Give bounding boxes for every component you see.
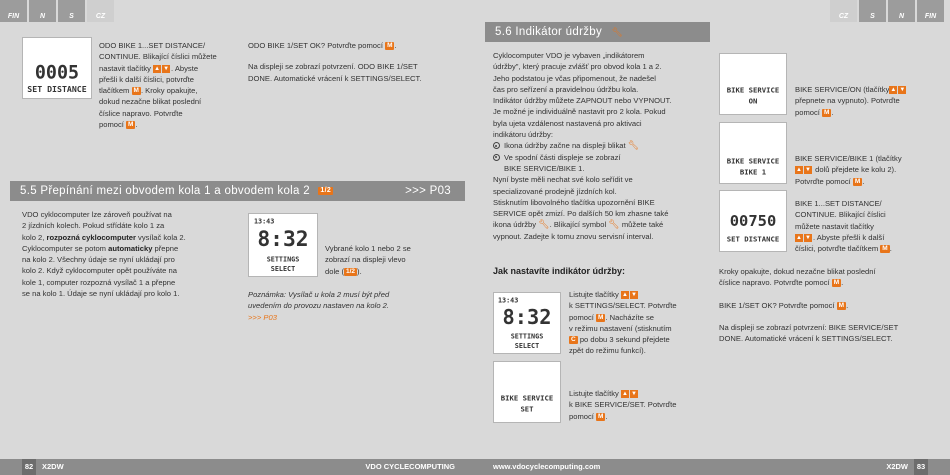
section-header-5-6	[485, 22, 710, 42]
m-button-icon: M	[598, 412, 604, 420]
up-button-icon: ▲	[621, 391, 628, 397]
wrench-icon: 🔧︎	[608, 219, 620, 230]
model-name: X2DW	[886, 462, 908, 471]
model-name: X2DW	[42, 462, 64, 471]
down-button-icon: ▼	[163, 65, 170, 72]
wrench-icon: 🔧︎	[538, 219, 550, 230]
lang-tab-n[interactable]: N	[888, 0, 915, 22]
lcd-digits: 00750	[729, 211, 777, 230]
confirm-text: ODO BIKE 1/SET OK? Potvrďte pomocí M . Na displeji se zobrazí potvrzení. ODO BIKE 1/SET DONE. Automatické vrácení k SETTINGS/SELECT.	[248, 41, 422, 83]
m-button-icon: M	[854, 177, 861, 185]
up-button-icon: ▲	[154, 65, 161, 72]
down-button-icon: ▼	[630, 391, 637, 397]
lang-tab-cz[interactable]: CZ	[830, 0, 857, 22]
m-button-icon: M	[128, 121, 134, 129]
lang-tab-s[interactable]: S	[58, 0, 85, 22]
website-link[interactable]: www.vdocyclecomputing.com	[493, 462, 601, 471]
language-tabs	[830, 0, 950, 22]
lcd-display-set-distance	[719, 190, 787, 252]
down-button-icon: ▼	[630, 292, 637, 298]
m-button-icon: M	[387, 42, 393, 49]
right-footer	[475, 459, 950, 475]
lcd-label: SET DISTANCE	[27, 84, 87, 95]
language-tabs	[0, 0, 118, 22]
right-page	[475, 0, 950, 475]
page-number: 83	[914, 459, 928, 475]
bike-badge: 1/2	[320, 186, 332, 194]
up-button-icon: ▲	[796, 234, 802, 241]
note-ref-link[interactable]: >>> P03	[248, 312, 277, 322]
wrench-icon: 🔧︎	[627, 140, 640, 151]
step-3-text: BIKE SERVICE/ON (tlačítky▲ ▼ přepnete na vypnuto). Potvrďte pomocí M .	[795, 85, 906, 117]
section-5-6-intro: Cyklocomputer VDO je vybaven „indikátorem údržby", který pracuje zvlášť pro obvod kola 1 a 2. Jeho podstatou je včas připomenout, že nadešel čas pro seřízení a pravidelnou údržbu kola. Indikátor údržby můžete ZAPNOUT nebo VYPNOUT. Je možné je individuálně nastavit pro 2 kola. Pokud byla ujeta vzdálenost nastavená pro aktivaci indikátoru údržby: Ikona údržby začne na displeji blikat 🔧︎ Ve spodní části displeje se zobrazí BIKE SERVICE/BIKE 1. Nyní byste měli nechat své kolo seřídit ve specializované prodejně jízdních kol. Stisknutím libovolného tlačítka upozornění BIKE SERVICE opět zmizí. Po dalších 50 km zhasne také ikona údržby 🔧︎. Blikající symbol 🔧︎ můžete také vypnout. Zadejte k tomu znovu servisní interval.	[493, 50, 705, 242]
left-footer	[0, 459, 475, 475]
lcd-digits: 0005	[34, 62, 80, 84]
lcd-big-digits: 8:32	[502, 304, 552, 329]
lcd-bottom-1: BIKE SERVICE	[726, 156, 780, 166]
lcd-bottom-2: BIKE 1	[739, 167, 767, 177]
bullet-icon	[493, 154, 500, 161]
note-text: Poznámka: Vysílač u kola 2 musí být před uvedením do provozu nastaven na kolo 2. >>> P03	[248, 289, 468, 323]
lang-tab-n[interactable]: N	[29, 0, 56, 22]
brand-name: VDO CYCLECOMPUTING	[365, 462, 455, 471]
down-button-icon: ▼	[805, 234, 811, 241]
lcd-time: 13:43	[497, 296, 519, 305]
howto-heading: Jak nastavíte indikátor údržby:	[493, 266, 626, 276]
bullet-icon	[493, 142, 500, 149]
lcd-bottom-2: ON	[748, 96, 758, 106]
lcd-label: SET DISTANCE	[726, 234, 780, 244]
m-button-icon: M	[824, 108, 830, 116]
final-steps-text: Kroky opakujte, dokud nezačne blikat poslední číslice napravo. Potvrďte pomocí M . BIKE 1/SET OK? Potvrďte pomocí M . Na displeji se zobrazí potvrzení: BIKE SERVICE/SET DONE. Automatické vrácení k SETTINGS/SELECT.	[719, 267, 899, 344]
bike-badge: 1/2	[346, 267, 356, 275]
step-5-text: BIKE 1...SET DISTANCE/ CONTINUE. Blikající číslici můžete nastavit tlačítky ▲ ▼ . Abyste přešli k další číslici, potvrďte tlačítkem M .	[795, 199, 892, 254]
lcd-display-settings-select	[493, 292, 561, 354]
lcd-display-bike-service-bike1	[719, 122, 787, 184]
wrench-icon: 🔧︎	[611, 27, 624, 37]
lcd-bottom-1: BIKE SERVICE	[500, 393, 554, 403]
section-title: 5.6 Indikátor údržby	[495, 26, 603, 38]
m-button-icon: M	[133, 87, 139, 95]
lcd-display-set-distance	[22, 37, 92, 99]
bullet-item: Ve spodní části displeje se zobrazí	[493, 152, 705, 163]
lcd-bottom-1: SETTINGS	[266, 255, 300, 264]
lcd-bottom-2: SELECT	[270, 265, 296, 274]
c-button-icon: C	[571, 336, 576, 344]
lcd-display-settings-select	[248, 213, 318, 277]
section-5-5-body: VDO cyklocomputer lze zároveň používat na 2 jízdních kolech. Pokud střídáte kolo 1 za kolo 2, rozpozná cyklocomputer vysílač kola 2. Cyklocomputer se potom automaticky přepne na kolo 2. Všechny údaje se nyní ukládají pro kolo 2. Když cyklocomputer opět používáte na kole 1, computer rozpozná vysílač 1 a přepne se na kolo 1. Údaje se nyní ukládají pro kolo 1.	[22, 210, 186, 299]
lcd-bottom-2: SET	[520, 404, 534, 414]
lcd-display-bike-service-set	[493, 361, 561, 423]
lcd-bottom-2: SELECT	[514, 342, 540, 351]
up-button-icon: ▲	[890, 87, 897, 93]
section-header-5-5	[10, 181, 465, 201]
lcd-bottom-1: SETTINGS	[510, 332, 544, 341]
lang-tab-s[interactable]: S	[859, 0, 886, 22]
section-title: 5.5 Přepínání mezi obvodem kola 1 a obvodem kola 2	[20, 185, 310, 197]
m-button-icon: M	[838, 301, 845, 309]
lcd-time: 13:43	[253, 217, 275, 226]
step-1-text: Listujte tlačítky ▲ ▼ k SETTINGS/SELECT. Potvrďte pomocí M . Nacházíte se v režimu nastavení (stisknutím C po dobu 3 sekund přejdete zpět do režimu funkcí).	[569, 290, 677, 356]
lang-tab-cz[interactable]: CZ	[87, 0, 114, 22]
bullet-item: Ikona údržby začne na displeji blikat 🔧︎	[493, 140, 705, 151]
lang-tab-fin[interactable]: FIN	[0, 0, 27, 22]
lcd-big-digits: 8:32	[257, 226, 309, 252]
lcd2-caption: Vybrané kolo 1 nebo 2 se zobrazí na displeji vlevo dole ( 1/2 ).	[325, 244, 411, 276]
step-4-text: BIKE SERVICE/BIKE 1 (tlačítky ▲ ▼ dolů přejdete ke kolu 2). Potvrďte pomocí M .	[795, 154, 902, 186]
m-button-icon: M	[833, 279, 840, 287]
m-button-icon: M	[598, 313, 604, 321]
section-ref: >>> P03	[405, 185, 451, 197]
lang-tab-fin[interactable]: FIN	[917, 0, 944, 22]
m-button-icon: M	[882, 245, 888, 253]
page-number: 82	[22, 459, 36, 475]
up-button-icon: ▲	[621, 292, 628, 298]
down-button-icon: ▼	[805, 167, 811, 174]
step-2-text: Listujte tlačítky ▲ ▼ k BIKE SERVICE/SET. Potvrďte pomocí M .	[569, 389, 677, 421]
down-button-icon: ▼	[899, 87, 906, 93]
lcd-bottom-1: BIKE SERVICE	[726, 85, 780, 95]
lcd-display-bike-service-on	[719, 53, 787, 115]
intro-text: ODO BIKE 1...SET DISTANCE/ CONTINUE. Blikající číslici můžete nastavit tlačítky ▲ ▼ . Abyste přešli k další číslici, potvrďte tlačítkem M . Kroky opakujte, dokud nezačne blikat poslední číslice napravo. Potvrďte pomocí M .	[99, 41, 217, 130]
up-button-icon: ▲	[796, 167, 802, 174]
